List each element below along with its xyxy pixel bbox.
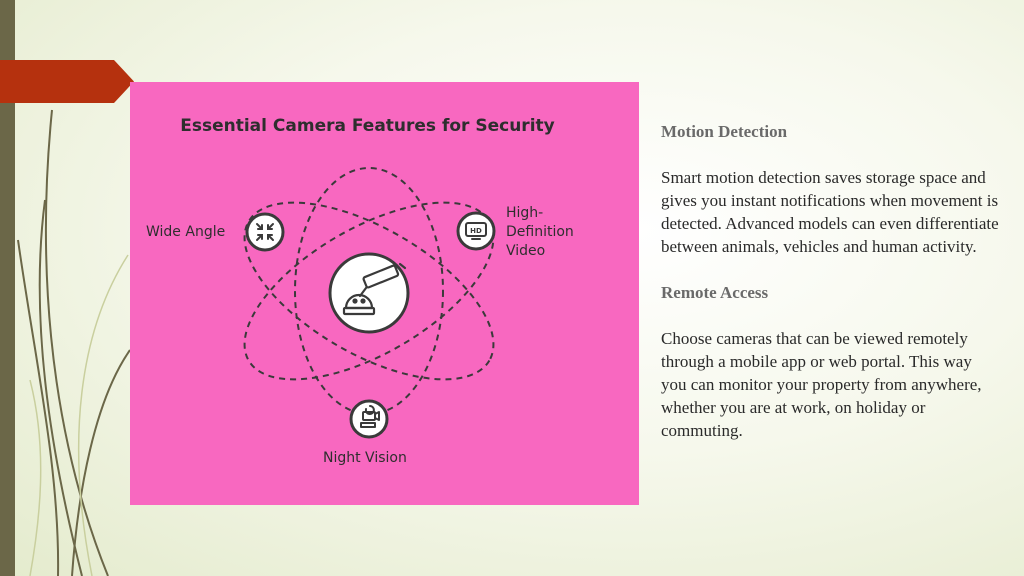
label-hd-video xyxy=(506,204,574,261)
diagram-canvas xyxy=(130,82,639,505)
body-remote-access: Choose cameras that can be viewed remotely through a mobile app or web portal. This way you can monitor your property from anywhere, whether you are at work, on holiday or commuting. xyxy=(661,329,982,440)
label-wide-angle: Wide Angle xyxy=(146,224,226,240)
node-hd-video xyxy=(458,213,494,249)
heading-motion-detection: Motion Detection xyxy=(661,122,788,141)
svg-text:HD: HD xyxy=(470,227,482,235)
label-hd-line2: Definition xyxy=(506,224,574,240)
label-hd-line1: High- xyxy=(506,205,544,221)
heading-remote-access: Remote Access xyxy=(661,283,769,302)
node-wide-angle xyxy=(247,214,283,250)
body-motion-detection: Smart motion detection saves storage space and gives you instant notifications when movement is detected. Advanced models can even differentiate between animals, vehicles and human activity. xyxy=(661,168,999,256)
diagram-figure xyxy=(130,82,639,505)
label-night-vision: Night Vision xyxy=(323,450,407,466)
label-hd-line3: Video xyxy=(506,243,546,259)
figure-title: Essential Camera Features for Security xyxy=(180,116,555,136)
center-node xyxy=(330,254,408,332)
text-panel xyxy=(661,120,1001,442)
node-night-vision xyxy=(351,401,387,437)
accent-tab xyxy=(0,60,134,103)
